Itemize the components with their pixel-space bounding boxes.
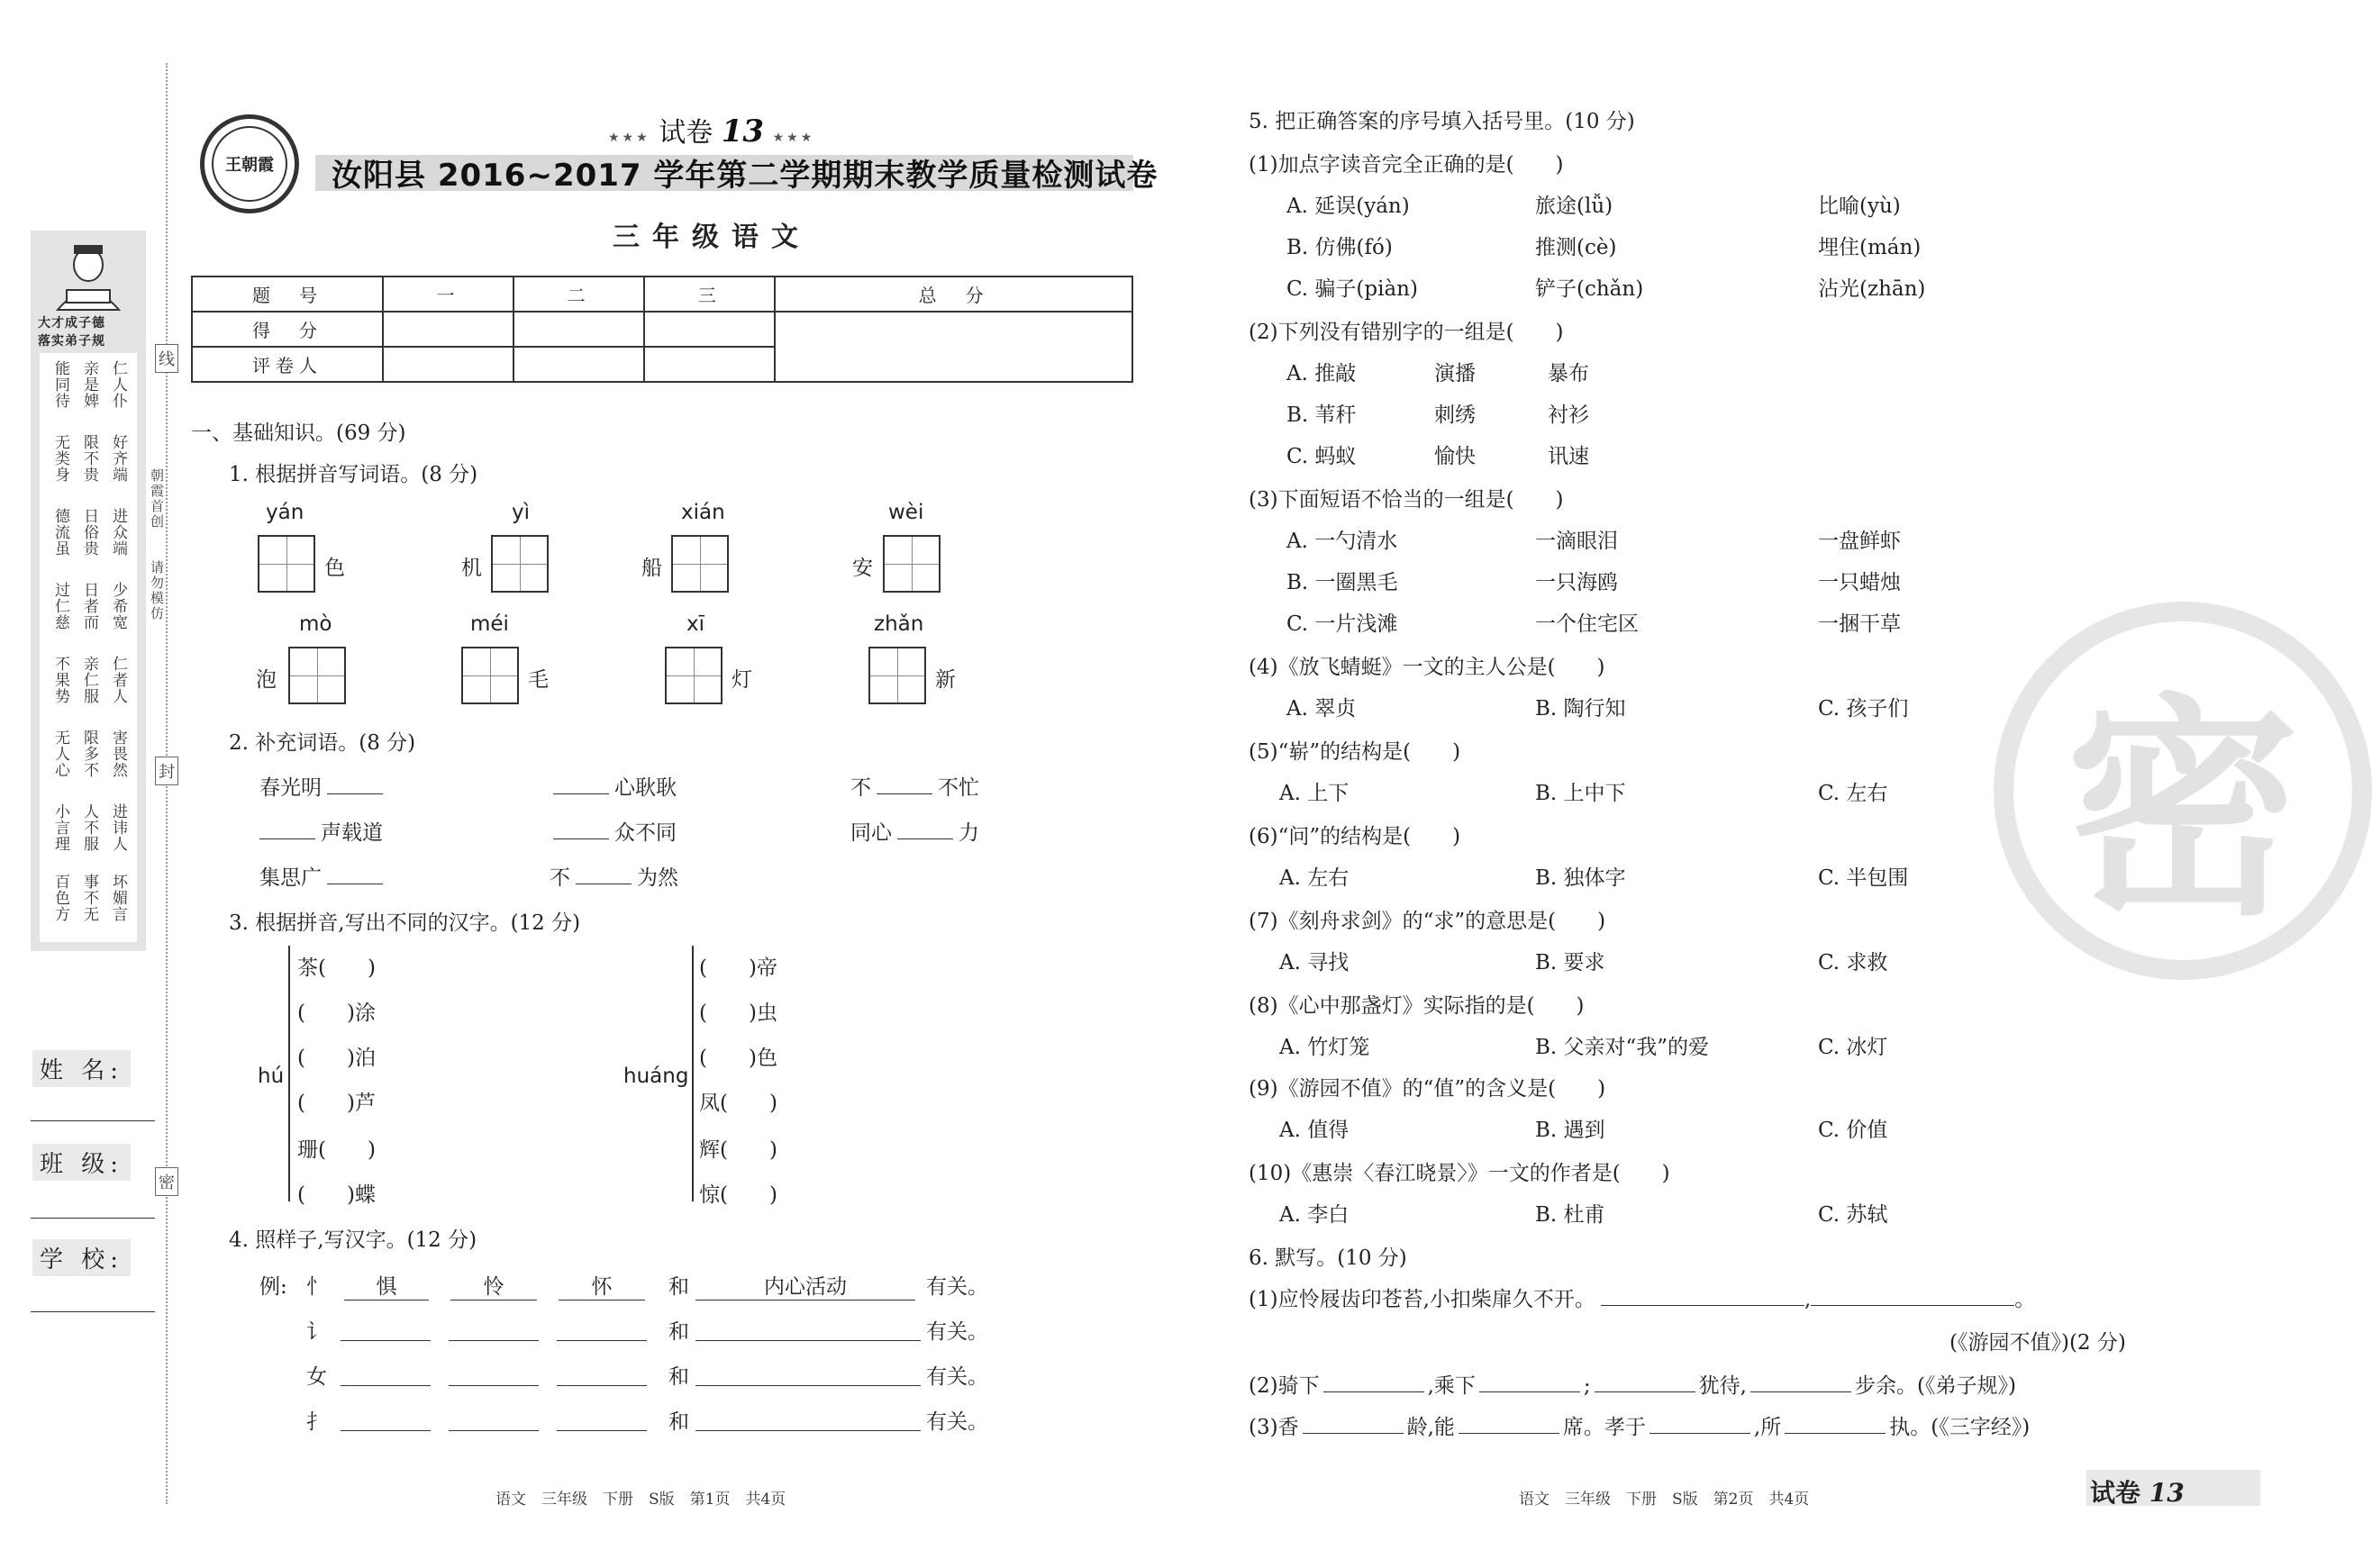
q5-option[interactable]: B. 苇秆 [1286, 403, 1357, 427]
q6-blank[interactable] [1303, 1433, 1404, 1434]
q2-text: 不 [550, 866, 570, 890]
q3-huang-item[interactable]: ( )色 [699, 1047, 777, 1070]
q1-char: 船 [641, 557, 662, 580]
score-table-header-cell: 三 [644, 276, 775, 312]
q6-title: 6. 默写。(10 分) [1249, 1246, 1407, 1270]
q1-writing-box[interactable] [258, 535, 315, 593]
q5-option[interactable]: 旅途(lǚ) [1535, 195, 1613, 218]
q3-hu-item[interactable]: ( )泊 [297, 1047, 376, 1070]
q5-8-stem: (8)《心中那盏灯》实际指的是( ) [1249, 994, 1585, 1018]
q6-3-text: (3)香 [1249, 1416, 1299, 1439]
q5-2-stem: (2)下列没有错别字的一组是( ) [1249, 321, 1564, 344]
q5-option[interactable]: A. 上下 [1279, 782, 1350, 805]
motto-col: 少希宽 [109, 582, 127, 630]
q6-1-text: (1)应怜屐齿印苍苔,小扣柴扉久不开。 [1249, 1288, 1595, 1311]
q4-related: 有关。 [926, 1365, 988, 1389]
score-table [191, 276, 1133, 383]
q5-option[interactable]: C. 一片浅滩 [1286, 612, 1398, 636]
grader-cell[interactable] [513, 347, 644, 382]
class-label: 班 级: [32, 1144, 131, 1181]
q2-item [553, 816, 677, 846]
q4-meaning-blank[interactable] [695, 1360, 921, 1386]
q1-pinyin: xián [681, 501, 725, 524]
q6-blank[interactable] [1459, 1433, 1559, 1434]
q2-text: 力 [959, 821, 979, 845]
motto-col: 事不无 [80, 874, 98, 922]
motto-col: 无人心 [51, 730, 69, 778]
q5-option[interactable]: 刺绣 [1434, 403, 1476, 427]
q2-item [259, 861, 383, 891]
motto-col: 限多不 [80, 730, 98, 778]
paper-label: 试卷 [659, 117, 713, 149]
q5-3-stem: (3)下面短语不恰当的一组是( ) [1249, 488, 1564, 512]
q5-option[interactable]: C. 左右 [1818, 782, 1888, 805]
q2-title: 2. 补充词语。(8 分) [229, 731, 416, 755]
warning-text-1: 朝霞首创 [149, 468, 165, 530]
q5-option[interactable]: 铲子(chǎn) [1535, 277, 1644, 301]
q3-hu-item[interactable]: ( )涂 [297, 1002, 376, 1025]
q6-3-text: ,所 [1753, 1416, 1782, 1439]
q5-option[interactable]: 一滴眼泪 [1535, 530, 1618, 553]
school-field[interactable] [31, 1311, 155, 1312]
motto-heading-1: 大才成子德 [38, 316, 105, 331]
q4-and: 和 [668, 1365, 689, 1389]
q5-option[interactable]: C. 骗子(piàn) [1286, 277, 1418, 301]
q4-and: 和 [668, 1320, 689, 1344]
score-cell[interactable] [644, 312, 775, 347]
q5-option[interactable]: B. 陶行知 [1535, 697, 1626, 721]
score-row-label: 得 分 [192, 312, 383, 347]
q4-radical: 讠 [306, 1320, 327, 1344]
q6-blank[interactable] [1750, 1391, 1851, 1392]
q4-answer-blank[interactable] [557, 1405, 647, 1431]
q6-comma: , [1804, 1288, 1812, 1311]
q5-option[interactable]: B. 仿佛(fó) [1286, 236, 1393, 259]
q5-option[interactable]: C. 半包围 [1818, 866, 1909, 890]
q4-and: 和 [668, 1410, 689, 1434]
q4-answer-blank[interactable] [341, 1315, 431, 1341]
q1-char: 泡 [256, 668, 277, 692]
q2-text: 春光明 [259, 776, 322, 800]
subject-title: 三年级语文 [613, 222, 811, 253]
q1-writing-box[interactable] [883, 535, 941, 593]
score-table-header-cell: 二 [513, 276, 644, 312]
q4-radical: 扌 [306, 1410, 327, 1434]
warning-text-2: 请勿模仿 [149, 560, 165, 621]
q4-word: 怀 [559, 1270, 645, 1301]
q5-option[interactable]: C. 蚂蚁 [1286, 445, 1357, 468]
q4-word: 怜 [450, 1270, 537, 1301]
q5-10-stem: (10)《惠崇〈春江晓景〉》一文的作者是( ) [1249, 1162, 1670, 1185]
q5-option[interactable]: C. 求救 [1818, 951, 1888, 974]
q5-7-stem: (7)《刻舟求剑》的“求”的意思是( ) [1249, 910, 1606, 933]
q6-1-line [1249, 1282, 2035, 1312]
q6-2-text: 犹待, [1698, 1374, 1747, 1398]
motto-col: 好齐端 [109, 434, 127, 483]
score-cell[interactable] [383, 312, 513, 347]
q5-option[interactable]: 衬衫 [1548, 403, 1589, 427]
q6-3-text: 龄,能 [1406, 1416, 1455, 1439]
seal-mark-mi: 密 [155, 1167, 178, 1196]
q5-option[interactable]: C. 苏轼 [1818, 1203, 1888, 1227]
q3-hu-item[interactable]: ( )蝶 [297, 1183, 376, 1207]
q5-option[interactable]: 一盘鲜虾 [1818, 530, 1901, 553]
q2-text: 声载道 [321, 821, 383, 845]
motto-col: 德流虽 [51, 508, 69, 557]
q5-option[interactable]: C. 冰灯 [1818, 1036, 1888, 1059]
motto-col: 进讳人 [109, 803, 127, 852]
class-field[interactable] [31, 1218, 155, 1219]
q6-period: 。 [2014, 1288, 2036, 1311]
logo-text: 王朝霞 [225, 156, 274, 175]
q4-answer-blank[interactable] [449, 1360, 539, 1386]
q2-text: 不忙 [938, 776, 979, 800]
motto-col: 无类身 [51, 434, 69, 483]
score-table-header-cell: 一 [383, 276, 513, 312]
q3-hu-item[interactable]: ( )芦 [297, 1092, 376, 1115]
q5-option[interactable]: 一个住宅区 [1535, 612, 1639, 636]
q5-option[interactable]: B. 上中下 [1535, 782, 1626, 805]
q5-1-stem: (1)加点字读音完全正确的是( ) [1249, 153, 1564, 177]
q1-writing-box[interactable] [461, 647, 519, 704]
school-label: 学 校: [32, 1239, 131, 1276]
q2-item [259, 771, 383, 801]
q5-option[interactable]: 埋住(mán) [1818, 236, 1922, 259]
q5-option[interactable]: A. 推敲 [1286, 362, 1357, 385]
q4-answer-blank[interactable] [449, 1405, 539, 1431]
motto-col: 仁人仆 [109, 360, 127, 409]
q4-answer-blank[interactable] [449, 1315, 539, 1341]
q1-writing-box[interactable] [288, 647, 346, 704]
q4-radical: 忄 [306, 1275, 327, 1299]
q1-title: 1. 根据拼音写词语。(8 分) [229, 463, 478, 486]
q3-hu-pinyin: hú [258, 1065, 285, 1088]
q1-writing-box[interactable] [671, 535, 729, 593]
q1-pinyin: zhǎn [874, 612, 924, 636]
q5-option[interactable]: 比喻(yù) [1818, 195, 1901, 218]
star-decoration-right: ★★★ [772, 131, 815, 145]
q1-pinyin: yì [512, 501, 531, 524]
q3-huang-pinyin: huáng [623, 1065, 689, 1088]
q5-option[interactable]: B. 遇到 [1535, 1119, 1605, 1142]
corner-label-number: 13 [2149, 1478, 2185, 1508]
q3-huang-item[interactable]: 惊( ) [699, 1183, 777, 1207]
q5-option[interactable]: 演播 [1434, 362, 1476, 385]
motto-col: 进众端 [109, 508, 127, 557]
q2-item [850, 816, 979, 846]
q3-hu-item[interactable]: 珊( ) [297, 1138, 376, 1162]
publisher-logo [200, 114, 299, 213]
q6-blank[interactable] [1785, 1433, 1886, 1434]
q5-option[interactable]: C. 孩子们 [1818, 697, 1909, 721]
corner-label-text: 试卷 [2090, 1478, 2141, 1508]
q2-item [553, 771, 677, 801]
q3-huang-item[interactable]: 凤( ) [699, 1092, 777, 1115]
left-page-footer: 语文 三年级 下册 S版 第1页 共4页 [495, 1491, 786, 1509]
q5-option[interactable]: A. 左右 [1279, 866, 1350, 890]
q6-2-text: 步余。(《弟子规》) [1854, 1374, 2016, 1398]
q3-huang-item[interactable]: 辉( ) [699, 1138, 777, 1162]
q5-option[interactable]: B. 一圈黑毛 [1286, 571, 1398, 594]
q5-option[interactable]: A. 翠贞 [1286, 697, 1357, 721]
q5-option[interactable]: B. 独体字 [1535, 866, 1626, 890]
q4-meaning-blank[interactable] [695, 1405, 921, 1431]
name-field[interactable] [31, 1120, 155, 1121]
q5-6-stem: (6)“问”的结构是( ) [1249, 825, 1461, 848]
q1-char: 灯 [732, 668, 752, 692]
q5-option[interactable]: A. 李白 [1279, 1203, 1350, 1227]
q2-item [259, 816, 383, 846]
q2-text: 同心 [850, 821, 892, 845]
q3-hu-item[interactable]: 茶( ) [297, 956, 376, 980]
q4-related: 有关。 [926, 1275, 988, 1299]
q2-text: 心耿耿 [614, 776, 677, 800]
q6-2-text: (2)骑下 [1249, 1374, 1320, 1398]
q2-item [550, 861, 678, 891]
q6-blank[interactable] [1811, 1305, 2014, 1306]
score-table-header-cell: 总 分 [775, 276, 1132, 312]
logo-emblem [212, 126, 287, 202]
motto-col: 人不服 [80, 803, 98, 852]
motto-col: 小言理 [51, 803, 69, 852]
q3-hu-brace [288, 946, 290, 1201]
total-score-cell[interactable] [775, 312, 1132, 382]
q1-writing-box[interactable] [491, 535, 549, 593]
motto-col: 日俗贵 [80, 508, 98, 557]
q5-option[interactable]: 推测(cè) [1535, 236, 1617, 259]
q4-meaning-blank[interactable] [695, 1315, 921, 1341]
confidential-stamp [1994, 602, 2372, 980]
score-cell[interactable] [513, 312, 644, 347]
q5-option[interactable]: 一捆干草 [1818, 612, 1901, 636]
right-page-footer: 语文 三年级 下册 S版 第2页 共4页 [1519, 1491, 1810, 1509]
q2-blank[interactable] [259, 838, 315, 839]
stamp-char: 密 [2066, 675, 2300, 947]
q5-5-stem: (5)“崭”的结构是( ) [1249, 740, 1461, 764]
q4-related: 有关。 [926, 1410, 988, 1434]
q1-char: 机 [461, 557, 482, 580]
q1-char: 安 [852, 557, 873, 580]
motto-col: 仁者人 [109, 656, 127, 704]
paper-number-value: 13 [721, 113, 765, 150]
q1-char: 毛 [528, 668, 549, 692]
q5-option[interactable]: B. 父亲对“我”的爱 [1535, 1036, 1710, 1059]
motto-heading-2: 落实弟子规 [38, 334, 105, 349]
q2-text: 众不同 [614, 821, 677, 845]
q5-option[interactable]: A. 寻找 [1279, 951, 1350, 974]
q4-related: 有关。 [926, 1320, 988, 1344]
q6-3-text: 执。(《三字经》) [1889, 1416, 2031, 1439]
motto-col: 百色方 [51, 874, 69, 922]
motto-col: 害畏然 [109, 730, 127, 778]
q2-blank[interactable] [553, 838, 609, 839]
q1-pinyin: wèi [888, 501, 924, 524]
q1-char: 新 [935, 668, 956, 692]
q4-meaning: 内心活动 [695, 1270, 915, 1301]
q3-title: 3. 根据拼音,写出不同的汉字。(12 分) [229, 911, 581, 935]
q6-blank[interactable] [1595, 1391, 1695, 1392]
q5-option[interactable]: 一只蜡烛 [1818, 571, 1901, 594]
q2-text: 为然 [637, 866, 678, 890]
scholar-illustration [31, 234, 146, 315]
q4-answer-blank[interactable] [341, 1360, 431, 1386]
q5-9-stem: (9)《游园不值》的“值”的含义是( ) [1249, 1077, 1606, 1101]
q1-char: 色 [324, 557, 345, 580]
motto-col: 过仁慈 [51, 582, 69, 630]
grader-cell[interactable] [383, 347, 513, 382]
q1-pinyin: méi [470, 612, 509, 636]
motto-columns [40, 353, 137, 942]
q2-text: 集思广 [259, 866, 322, 890]
grader-row-label: 评卷人 [192, 347, 383, 382]
motto-col: 不果势 [51, 656, 69, 704]
q2-text: 不 [850, 776, 871, 800]
q5-option[interactable]: B. 要求 [1535, 951, 1605, 974]
name-label: 姓 名: [32, 1050, 131, 1087]
q5-option[interactable]: A. 一勺清水 [1286, 530, 1398, 553]
q6-3-line [1249, 1410, 2030, 1440]
q4-title: 4. 照样子,写汉字。(12 分) [229, 1228, 477, 1252]
motto-col: 亲仁服 [80, 656, 98, 704]
q4-answer-blank[interactable] [557, 1315, 647, 1341]
q5-4-stem: (4)《放飞蜻蜓》一文的主人公是( ) [1249, 656, 1605, 679]
q4-and: 和 [668, 1275, 689, 1299]
q5-option[interactable]: A. 竹灯笼 [1279, 1036, 1370, 1059]
grader-cell[interactable] [644, 347, 775, 382]
q2-blank[interactable] [877, 793, 932, 794]
q1-writing-box[interactable] [868, 647, 926, 704]
motto-col: 坏媚言 [109, 874, 127, 922]
q5-option[interactable]: 沾光(zhān) [1818, 277, 1926, 301]
q6-2-text: ; [1583, 1374, 1591, 1398]
section-1-heading: 一、基础知识。(69 分) [191, 421, 406, 445]
q5-option[interactable]: 愉快 [1434, 445, 1476, 468]
q2-blank[interactable] [897, 838, 953, 839]
q1-pinyin: yán [266, 501, 304, 524]
seal-mark-feng: 封 [155, 757, 178, 785]
motto-col: 日者而 [80, 582, 98, 630]
q6-blank[interactable] [1323, 1391, 1424, 1392]
q2-item [850, 771, 979, 801]
q5-option[interactable]: A. 值得 [1279, 1119, 1350, 1142]
q4-example-label: 例: [259, 1275, 287, 1299]
q6-3-text: 席。孝于 [1562, 1416, 1646, 1439]
q4-answer-blank[interactable] [341, 1405, 431, 1431]
q5-option[interactable]: B. 杜甫 [1535, 1203, 1605, 1227]
paper-number [608, 110, 814, 150]
q1-writing-box[interactable] [665, 647, 723, 704]
q3-huang-item[interactable]: ( )虫 [699, 1002, 777, 1025]
q6-2-line [1249, 1369, 2016, 1399]
motto-panel [31, 231, 146, 951]
q5-option[interactable]: 讯速 [1548, 445, 1589, 468]
q1-pinyin: mò [299, 612, 332, 636]
q5-option[interactable]: 暴布 [1548, 362, 1589, 385]
exam-title: 汝阳县 2016~2017 学年第二学期期末教学质量检测试卷 [332, 158, 1159, 194]
q6-2-text: ,乘下 [1427, 1374, 1476, 1398]
q6-1-source: (《游园不值》)(2 分) [1949, 1331, 2126, 1355]
q6-blank[interactable] [1649, 1433, 1750, 1434]
q6-blank[interactable] [1601, 1305, 1804, 1306]
q3-huang-brace [692, 946, 694, 1201]
score-row [192, 312, 1132, 347]
q2-blank[interactable] [553, 793, 609, 794]
q5-option[interactable]: C. 价值 [1818, 1119, 1888, 1142]
q1-pinyin: xī [686, 612, 705, 636]
q6-blank[interactable] [1479, 1391, 1580, 1392]
corner-paper-label [2090, 1473, 2185, 1509]
q5-option[interactable]: 一只海鸥 [1535, 571, 1618, 594]
q4-word: 惧 [344, 1270, 429, 1301]
score-table-header-cell: 题 号 [192, 276, 383, 312]
q2-blank[interactable] [327, 793, 383, 794]
motto-col: 亲是婢 [80, 360, 98, 409]
score-table-header [192, 276, 1132, 312]
q4-radical: 女 [306, 1365, 327, 1389]
q5-title: 5. 把正确答案的序号填入括号里。(10 分) [1249, 110, 1635, 133]
seal-mark-xian: 线 [155, 344, 178, 373]
q4-answer-blank[interactable] [557, 1360, 647, 1386]
q3-huang-item[interactable]: ( )帝 [699, 956, 777, 980]
q5-option[interactable]: A. 延误(yán) [1286, 195, 1410, 218]
motto-col: 能同待 [51, 360, 69, 409]
star-decoration-left: ★★★ [608, 131, 650, 145]
motto-col: 限不贵 [80, 434, 98, 483]
